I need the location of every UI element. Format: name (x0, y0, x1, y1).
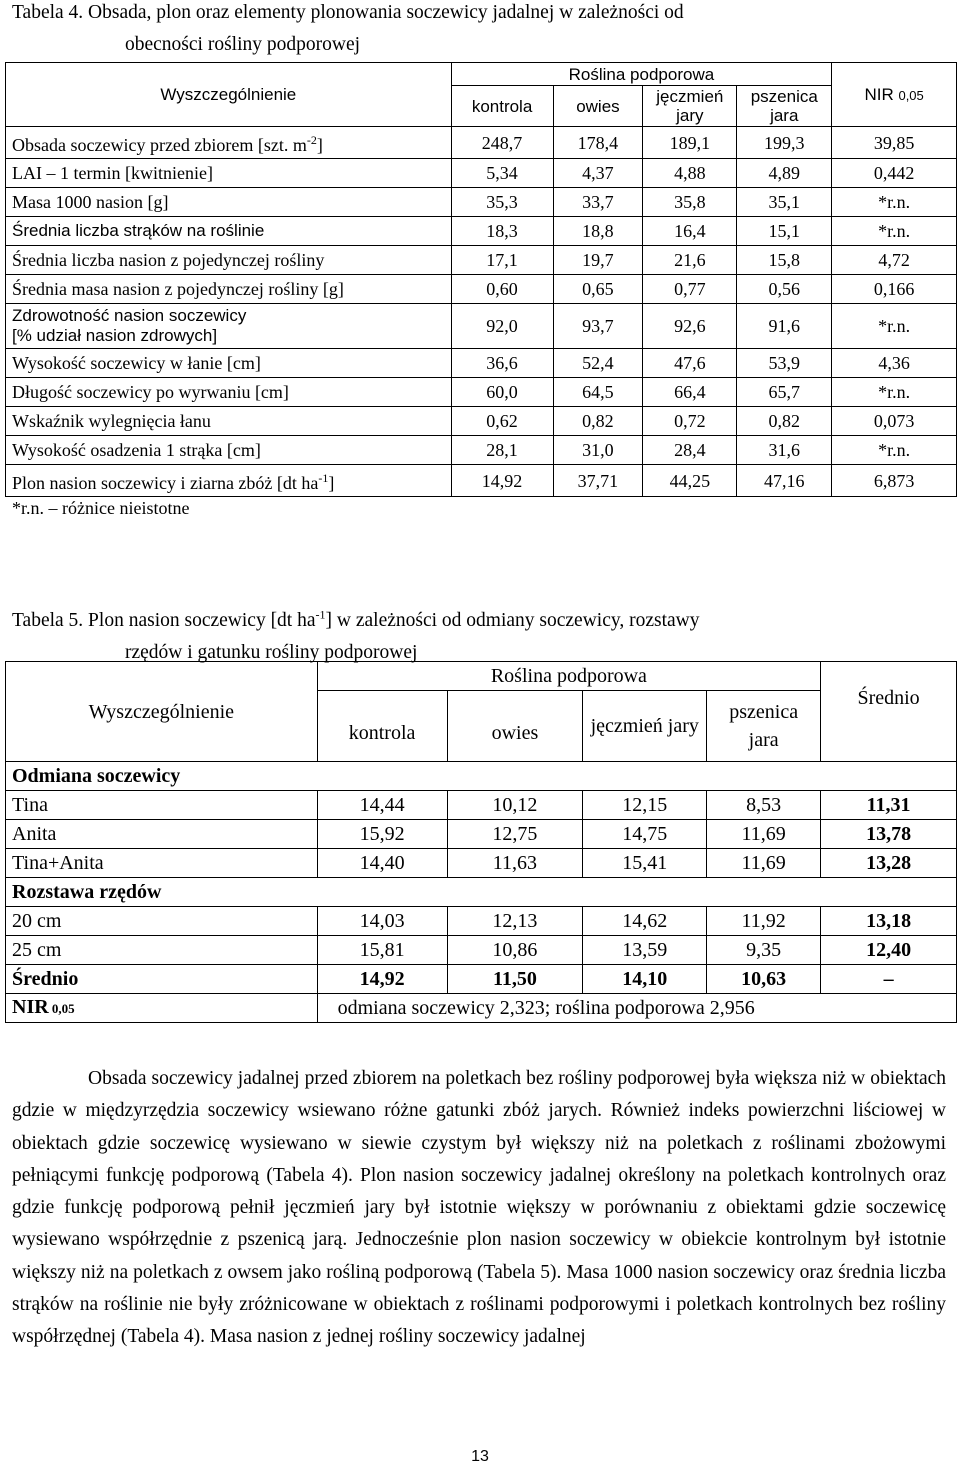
table5-mean-cell: – (821, 965, 957, 994)
table4-cell: 0,56 (737, 275, 832, 304)
table4-cell: 0,166 (832, 275, 957, 304)
table4-row-label (6, 304, 452, 349)
table4-row-label (6, 127, 452, 159)
table4-cell: *r.n. (832, 188, 957, 217)
table5-mean-cell: 12,40 (821, 936, 957, 965)
table5-row-label: 25 cm (6, 936, 318, 965)
table5-cell: 15,81 (317, 936, 447, 965)
table5-cell: 10,63 (707, 965, 821, 994)
table4-row-label-text: Masa 1000 nasion [g] (12, 192, 169, 212)
table4-row-label-text: Obsada soczewicy przed zbiorem [szt. m (12, 135, 307, 155)
table5-row-label: Średnio (6, 965, 318, 994)
table4-cell: 37,71 (553, 465, 643, 497)
table4-row-label-text: Średnia masa nasion z pojedynczej rośliny [g] (12, 279, 344, 299)
table4-row-label-text: Średnia liczba nasion z pojedynczej rośliny (12, 250, 325, 270)
table5-row-label: Anita (6, 820, 318, 849)
table5-cell: 12,13 (447, 907, 583, 936)
table4-cell: 189,1 (643, 127, 737, 159)
table4-cell: *r.n. (832, 217, 957, 246)
table4-cell: 4,37 (553, 159, 643, 188)
table4-cell: 92,6 (643, 304, 737, 349)
table4-row-label-line2: [% udział nasion zdrowych] (12, 326, 218, 345)
table5-cell: 14,44 (317, 791, 447, 820)
table4-cell: 64,5 (553, 378, 643, 407)
table5-header-row1 (6, 662, 957, 691)
table5-row-label: Tina (6, 791, 318, 820)
table4-cell: 0,72 (643, 407, 737, 436)
table4-cell: 36,6 (451, 349, 553, 378)
table4-row (6, 304, 957, 349)
table4-col-header: owies (553, 86, 643, 127)
table4-row-label-sup: -2 (306, 133, 317, 147)
table5-section-label: Rozstawa rzędów (6, 878, 957, 907)
table4-row-label (6, 407, 452, 436)
table5-header-mean: Średnio (821, 662, 957, 762)
table4-cell: 0,442 (832, 159, 957, 188)
table4-cell: 4,89 (737, 159, 832, 188)
table4-row-label-text: LAI – 1 termin [kwitnienie] (12, 163, 213, 183)
body-paragraph (12, 1063, 946, 1354)
table4-row-label (6, 349, 452, 378)
table4-row-label-sup: -1 (318, 471, 329, 485)
table5-row (6, 965, 957, 994)
table5-cell: 11,50 (447, 965, 583, 994)
table4-cell: 0,82 (553, 407, 643, 436)
table5-row-label: Tina+Anita (6, 849, 318, 878)
table4-cell: 91,6 (737, 304, 832, 349)
table4-caption-line1: Tabela 4. Obsada, plon oraz elementy plonowania soczewicy jadalnej w zależności od (12, 2, 684, 23)
table5-nir-label (6, 994, 318, 1023)
table5-row (6, 791, 957, 820)
table5-cell: 14,03 (317, 907, 447, 936)
nir-label: NIR (12, 996, 49, 1018)
table4-cell: *r.n. (832, 304, 957, 349)
table4-cell: 53,9 (737, 349, 832, 378)
table4-cell: 47,6 (643, 349, 737, 378)
table4-row-label-text: Długość soczewicy po wyrwaniu [cm] (12, 382, 289, 402)
table4-cell: 35,1 (737, 188, 832, 217)
table5-cell: 14,40 (317, 849, 447, 878)
table4-row-label (6, 159, 452, 188)
table5-cell: 13,59 (583, 936, 707, 965)
table5-cell: 11,92 (707, 907, 821, 936)
table4-cell: 0,073 (832, 407, 957, 436)
table5-section-row (6, 878, 957, 907)
table4-col-header: pszenica jara (737, 86, 832, 127)
table4-cell: 21,6 (643, 246, 737, 275)
table5-section-row (6, 762, 957, 791)
nir-label: NIR (864, 84, 894, 104)
table4-cell: 0,62 (451, 407, 553, 436)
table4-cell: 28,4 (643, 436, 737, 465)
table4-cell: 4,88 (643, 159, 737, 188)
table4-cell: 0,77 (643, 275, 737, 304)
table4-row-label (6, 188, 452, 217)
table4-cell: 92,0 (451, 304, 553, 349)
table4-row-label (6, 436, 452, 465)
table4-cell: 39,85 (832, 127, 957, 159)
table4-row-label-text: Wysokość soczewicy w łanie [cm] (12, 353, 261, 373)
table5-cell: 14,10 (583, 965, 707, 994)
table4-row (6, 159, 957, 188)
table4-cell: 248,7 (451, 127, 553, 159)
table4-row-label-end: ] (328, 473, 335, 493)
table4-cell: 199,3 (737, 127, 832, 159)
table4-row (6, 127, 957, 159)
table4-cell: 16,4 (643, 217, 737, 246)
table4-row (6, 407, 957, 436)
table5-header-group: Roślina podporowa (317, 662, 821, 691)
table4-row-label (6, 275, 452, 304)
table4-cell: *r.n. (832, 436, 957, 465)
table4-row-label (6, 246, 452, 275)
table5-cell: 14,62 (583, 907, 707, 936)
table4-cell: 31,6 (737, 436, 832, 465)
table5-cell: 9,35 (707, 936, 821, 965)
table4-header-nir (832, 63, 957, 127)
table5-cell: 14,75 (583, 820, 707, 849)
table4-cell: 14,92 (451, 465, 553, 497)
table4-cell: *r.n. (832, 378, 957, 407)
table4-cell: 35,3 (451, 188, 553, 217)
table5-cell: 11,69 (707, 820, 821, 849)
nir-sub: 0,05 (898, 87, 924, 103)
table4-row (6, 246, 957, 275)
table5-cell: 12,15 (583, 791, 707, 820)
table4-cell: 93,7 (553, 304, 643, 349)
table5-caption (12, 598, 946, 669)
table5-cell: 15,92 (317, 820, 447, 849)
table5-cell: 11,63 (447, 849, 583, 878)
table4-cell: 28,1 (451, 436, 553, 465)
body-paragraph-text: Obsada soczewicy jadalnej przed zbiorem na poletkach bez rośliny podporowej była większa niż w obiektach gdzie w międzyrzędzia soczewicy wsiewano różne gatunki zbóż jarych. Również indeks powierzchni liściowej w obiektach gdzie soczewicę wysiewano w siewie czystym był większy niż na poletkach z roślinami zbożowymi pełniącymi funkcję podporową (Tabela 4). Plon nasion soczewicy jadalnej określony na poletkach kontrolnych oraz gdzie funkcję podporową pełnił jęczmień jary był istotnie większy w porównaniu z obiektami gdzie soczewicę wysiewano współrzędnie z pszenicą jarą. Jednocześnie plon nasion soczewicy w obiekcie kontrolnym był istotnie większy niż na poletkach z owsem jako rośliną podporową (Tabela 5). Masa 1000 nasion soczewicy oraz średnia liczba strąków na roślinie nie były zróżnicowane w obiektach z roślinami podporowymi i poletkach kontrolnych bez rośliny współrzędnej (Tabela 4). Masa nasion z jednej rośliny soczewicy jadalnej (12, 1068, 946, 1348)
table5-mean-cell: 11,31 (821, 791, 957, 820)
table4-cell: 0,82 (737, 407, 832, 436)
table5-mean-cell: 13,18 (821, 907, 957, 936)
nir-sub: 0,05 (48, 1001, 75, 1016)
table4-row-label (6, 378, 452, 407)
table5-header-spec: Wyszczególnienie (6, 662, 318, 762)
table5-col-header: kontrola (317, 691, 447, 762)
table4-row-label-line1: Zdrowotność nasion soczewicy (12, 306, 247, 325)
table5-mean-cell: 13,28 (821, 849, 957, 878)
table5-cell: 10,86 (447, 936, 583, 965)
page-number: 13 (471, 1448, 489, 1465)
table4-cell: 4,36 (832, 349, 957, 378)
table4-cell: 17,1 (451, 246, 553, 275)
table5-caption-text-end: ] w zależności od odmiany soczewicy, rozstawy (325, 609, 700, 631)
table5-col-header: owies (447, 691, 583, 762)
table4-header-group: Roślina podporowa (451, 63, 832, 86)
table5-cell: 11,69 (707, 849, 821, 878)
table5-caption-line2: rzędów i gatunku rośliny podporowej (125, 641, 418, 663)
table4-row-label-text: Średnia liczba strąków na roślinie (12, 221, 265, 240)
table4-cell: 52,4 (553, 349, 643, 378)
table5 (5, 661, 957, 1023)
table5-col-header: pszenica jara (707, 691, 821, 762)
table5-cell: 14,92 (317, 965, 447, 994)
table4-row (6, 188, 957, 217)
table4-cell: 6,873 (832, 465, 957, 497)
table5-mean-cell: 13,78 (821, 820, 957, 849)
table4-cell: 0,65 (553, 275, 643, 304)
table5-section-label: Odmiana soczewicy (6, 762, 957, 791)
table4-row-label-text: Plon nasion soczewicy i ziarna zbóż [dt ha (12, 473, 319, 493)
table4-cell: 0,60 (451, 275, 553, 304)
table4-cell: 4,72 (832, 246, 957, 275)
table5-cell: 15,41 (583, 849, 707, 878)
table4-row-label (6, 465, 452, 497)
table5-nir-row (6, 994, 957, 1023)
table4-footnote: *r.n. – różnice nieistotne (12, 498, 190, 518)
table4-cell: 18,3 (451, 217, 553, 246)
table4-cell: 5,34 (451, 159, 553, 188)
table5-nir-text: odmiana soczewicy 2,323; roślina podporowa 2,956 (317, 994, 956, 1023)
table5-col-header: jęczmień jary (583, 691, 707, 762)
table4-caption (12, 0, 946, 61)
table4-caption-line2: obecności rośliny podporowej (125, 34, 361, 55)
table4-cell: 66,4 (643, 378, 737, 407)
table4-cell: 35,8 (643, 188, 737, 217)
table5-row (6, 849, 957, 878)
table4-cell: 44,25 (643, 465, 737, 497)
table4 (5, 62, 957, 497)
table4-row (6, 436, 957, 465)
table5-cell: 10,12 (447, 791, 583, 820)
table5-caption-sup: -1 (315, 607, 326, 621)
table4-cell: 33,7 (553, 188, 643, 217)
table4-row-label-end: ] (316, 135, 323, 155)
table4-cell: 47,16 (737, 465, 832, 497)
table4-row (6, 378, 957, 407)
table4-cell: 18,8 (553, 217, 643, 246)
table4-row (6, 349, 957, 378)
table5-cell: 8,53 (707, 791, 821, 820)
table4-cell: 178,4 (553, 127, 643, 159)
table5-cell: 12,75 (447, 820, 583, 849)
table4-cell: 31,0 (553, 436, 643, 465)
table4-row-label (6, 217, 452, 246)
table4-row (6, 465, 957, 497)
table4-row (6, 217, 957, 246)
table5-row (6, 907, 957, 936)
table4-cell: 65,7 (737, 378, 832, 407)
table4-header-spec: Wyszczególnienie (6, 63, 452, 127)
table5-row (6, 936, 957, 965)
table5-caption-text: Tabela 5. Plon nasion soczewicy [dt ha (12, 609, 316, 631)
table5-row-label: 20 cm (6, 907, 318, 936)
table4-col-header: kontrola (451, 86, 553, 127)
table4-header-row1 (6, 63, 957, 86)
table5-caption-line1 (12, 607, 700, 631)
table4-cell: 19,7 (553, 246, 643, 275)
table5-row (6, 820, 957, 849)
table4-cell: 60,0 (451, 378, 553, 407)
table4-cell: 15,8 (737, 246, 832, 275)
table4-row (6, 275, 957, 304)
table4-row-label-text: Wskaźnik wylegnięcia łanu (12, 411, 211, 431)
table4-row-label-text: Wysokość osadzenia 1 strąka [cm] (12, 440, 261, 460)
table4-col-header: jęczmień jary (643, 86, 737, 127)
table4-cell: 15,1 (737, 217, 832, 246)
